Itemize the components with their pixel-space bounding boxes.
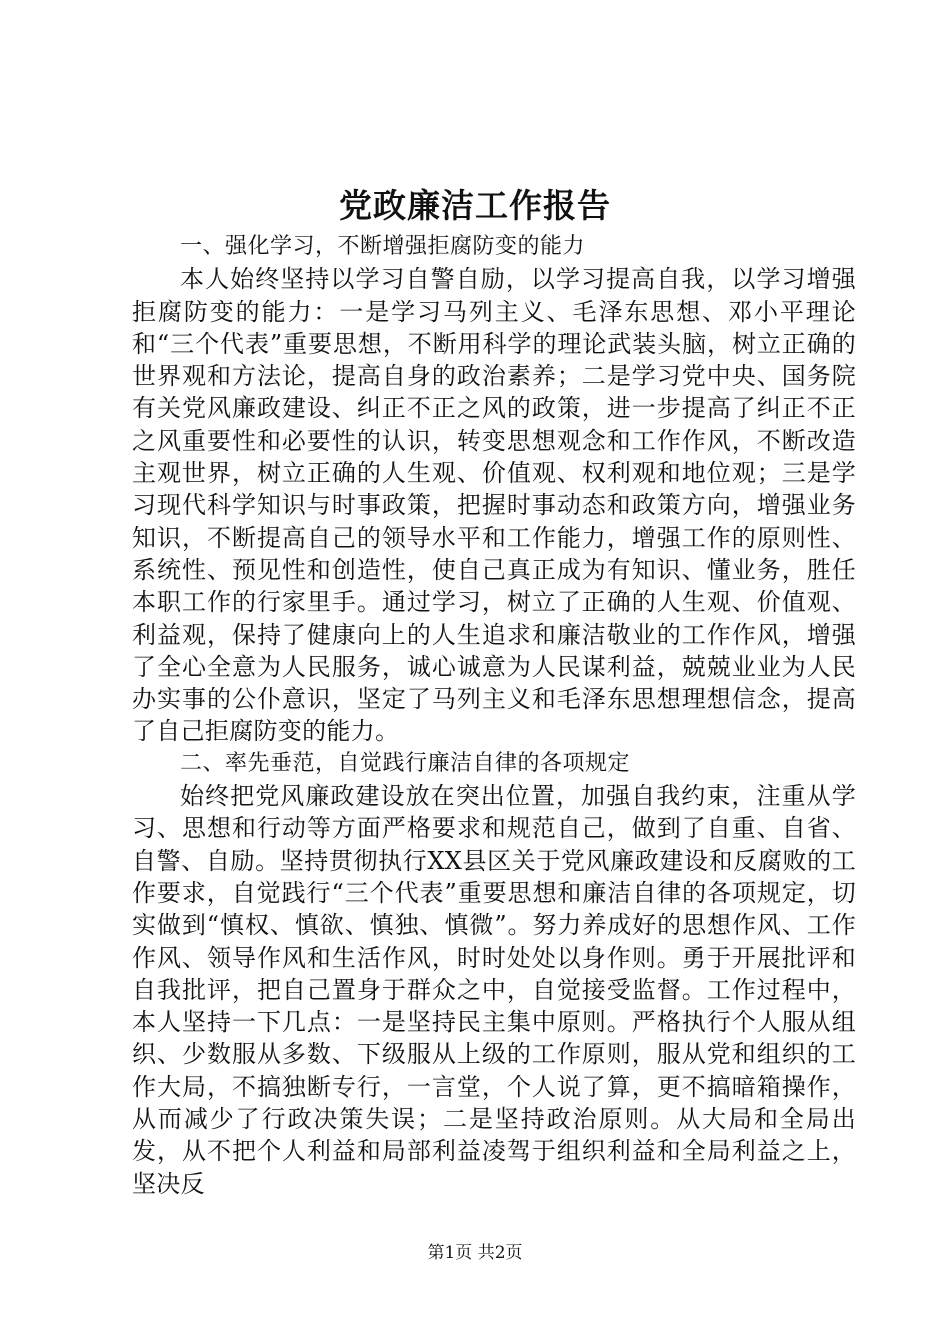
section-paragraph-2: 始终把党风廉政建设放在突出位置，加强自我约束，注重从学习、思想和行动等方面严格要求和规范自己，做到了自重、自省、自警、自励。坚持贯彻执行XX县区关于党风廉政建设和反腐败的工作要求，自觉践行“三个代表”重要思想和廉洁自律的各项规定，切实做到“慎权、慎欲、慎独、慎微”。努力养成好的思想作风、工作作风、领导作风和生活作风，时时处处以身作则。勇于开展批评和自我批评，把自己置身于群众之中，自觉接受监督。工作过程中，本人坚持一下几点：一是坚持民主集中原则。严格执行个人服从组织、少数服从多数、下级服从上级的工作原则，服从党和组织的工作大局，不搞独断专行，一言堂，个人说了算，更不搞暗箱操作，从而减少了行政决策失误；二是坚持政治原则。从大局和全局出发，从不把个人利益和局部利益凌驾于组织利益和全局利益之上，坚决反 <box>132 782 856 1198</box>
page-number-footer: 第1页 共2页 <box>427 1243 523 1263</box>
section-heading-1: 一、强化学习，不断增强拒腐防变的能力 <box>180 234 586 259</box>
section-heading-2: 二、率先垂范，自觉践行廉洁自律的各项规定 <box>180 750 631 776</box>
document-body <box>132 231 856 1200</box>
document-title: 党政廉洁工作报告 <box>339 186 611 225</box>
section-paragraph-1: 本人始终坚持以学习自警自励，以学习提高自我，以学习增强拒腐防变的能力：一是学习马列主义、毛泽东思想、邓小平理论和“三个代表”重要思想，不断用科学的理论武装头脑，树立正确的世界观和方法论，提高自身的政治素养；二是学习党中央、国务院有关党风廉政建设、纠正不正之风的政策，进一步提高了纠正不正之风重要性和必要性的认识，转变思想观念和工作作风，不断改造主观世界，树立正确的人生观、价值观、权利观和地位观；三是学习现代科学知识与时事政策，把握时事动态和政策方向，增强业务知识，不断提高自己的领导水平和工作能力，增强工作的原则性、系统性、预见性和创造性，使自己真正成为有知识、懂业务，胜任本职工作的行家里手。通过学习，树立了正确的人生观、价值观、利益观，保持了健康向上的人生追求和廉洁敬业的工作作风，增强了全心全意为人民服务，诚心诚意为人民谋利益，兢兢业业为人民办实事的公仆意识，坚定了马列主义和毛泽东思想理想信念，提高了自己拒腐防变的能力。 <box>132 265 856 746</box>
